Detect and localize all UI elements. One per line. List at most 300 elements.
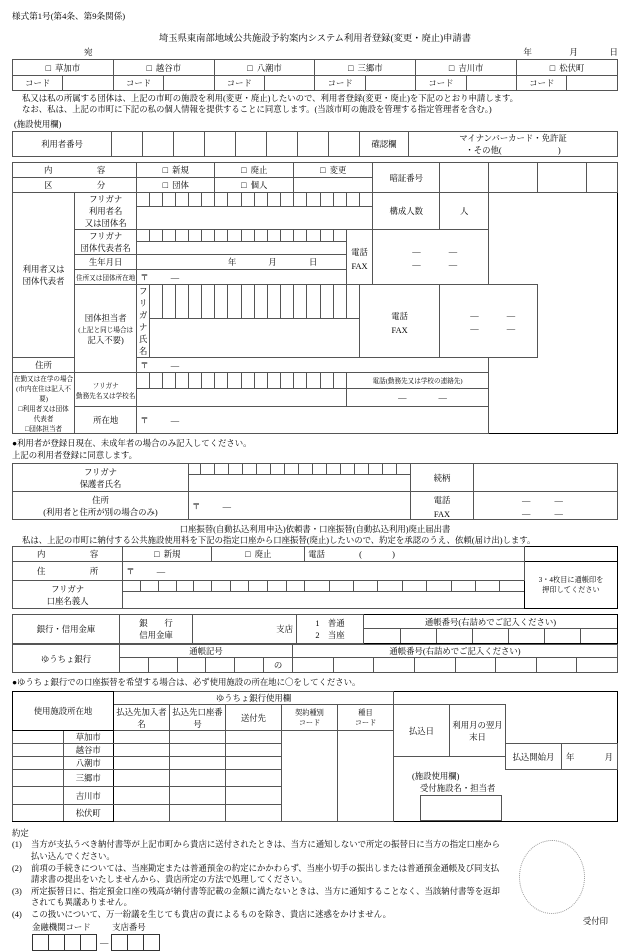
municipality-checkbox-yashio[interactable]: □ 八潮市 [214,60,315,76]
location-circle-yoshikawa[interactable] [13,787,64,804]
rep-furigana-cell-14[interactable] [307,230,320,241]
transfer-table [12,546,618,609]
division-option-individual[interactable]: □ 個人 [215,178,294,193]
work-furigana-cell-13[interactable] [294,373,307,389]
bank-code-cell-2[interactable] [49,935,65,951]
user-furigana-cell-10[interactable] [254,193,267,207]
rep-furigana-cell-2[interactable] [150,230,163,241]
branch-code-label: 支店番号 [112,922,146,932]
holder-furigana-cell-1[interactable] [123,581,141,592]
branch-code-cell-1[interactable] [112,935,128,951]
account-holder-input[interactable] [123,592,525,609]
staff-furigana-cell-7[interactable] [228,285,241,318]
guardian-tel-fax-label: 電話 FAX [411,492,474,520]
user-furigana-cell-12[interactable] [281,193,294,207]
holder-furigana-cell-18[interactable] [476,581,500,592]
date-fields [480,46,618,58]
minor-note-1: ●利用者が登録日現在、未成年者の場合のみ記入してください。 [12,439,252,449]
user-number-table [12,131,618,157]
work-tel-input[interactable]: — — [346,388,488,406]
user-number-cell-7[interactable] [298,132,329,157]
pin-cell-2[interactable] [489,163,538,193]
guardian-furigana-cell-2[interactable] [201,464,215,475]
content-option-abolish[interactable]: □ 廃止 [215,163,294,178]
transfer-option-new[interactable]: □ 新規 [123,547,212,562]
guardian-furigana-cell-15[interactable] [383,464,397,475]
holder-furigana-cell-6[interactable] [212,581,231,592]
location-name-misato: 三郷市 [63,770,114,787]
user-address-label: 住所又は団体所在地 [75,270,137,285]
yucho-symbol-cell-5[interactable] [235,658,264,673]
staff-furigana-cell-14[interactable] [320,285,333,318]
registration-table [12,162,618,434]
location-circle-misato[interactable] [13,770,64,787]
rep-furigana-cell-1[interactable] [137,230,150,241]
work-furigana-cell-10[interactable] [254,373,267,389]
user-furigana-cell-13[interactable] [294,193,307,207]
payee-account-soka[interactable] [170,731,226,744]
holder-furigana-cell-14[interactable] [378,581,402,592]
user-furigana-cell-16[interactable] [333,193,346,207]
yakujo-section [12,828,618,951]
staff-furigana-cell-1[interactable] [150,285,163,318]
birth-date-input[interactable]: 年 月 日 [137,255,347,270]
staff-address-input[interactable]: 〒 — [137,358,489,373]
content-label: 内 容 [13,163,137,178]
holder-furigana-cell-15[interactable] [402,581,426,592]
passbook-cell-1[interactable] [364,628,400,643]
rep-furigana-cell-4[interactable] [176,230,189,241]
payee-name-soka[interactable] [114,731,170,744]
user-number-cell-4[interactable] [205,132,236,157]
passbook-cell-5[interactable] [509,628,545,643]
bank-label: 銀行・信用金庫 [13,615,120,644]
staff-furigana-cell-2[interactable] [163,285,176,318]
location-name-yoshikawa: 吉川市 [63,787,114,804]
holder-furigana-cell-19[interactable] [500,581,525,592]
transfer-section-intro: 私は、上記の市町に納付する公共施設使用料を下記の指定口座から口座振替(廃止)したいので、約定を承認のうえ、依頼(届け出)します。 [22,536,536,546]
col-contract-type-code: 契約種別 コード [282,705,338,731]
municipality-checkbox-yoshikawa[interactable]: □ 吉川市 [416,60,517,76]
location-circle-yashio[interactable] [13,757,64,770]
user-furigana-cell-14[interactable] [307,193,320,207]
rep-furigana-cell-3[interactable] [163,230,176,241]
code-input-soka[interactable] [63,76,113,91]
staff-furigana-cell-15[interactable] [333,285,346,318]
staff-furigana-cell-11[interactable] [281,285,294,318]
destination-soka[interactable] [226,731,282,744]
holder-furigana-cell-3[interactable] [158,581,176,592]
relation-input[interactable] [474,464,618,492]
user-furigana-cell-5[interactable] [189,193,202,207]
code-input-matsubushi[interactable] [567,76,618,91]
guardian-table [12,463,618,520]
staff-furigana-cell-3[interactable] [176,285,189,318]
passbook-cell-7[interactable] [581,628,617,643]
guardian-furigana-cell-6[interactable] [257,464,271,475]
birth-date-label: 生年月日 [75,255,137,270]
pin-cell-3[interactable] [538,163,587,193]
yucho-facility-use-label: (施設使用欄) [412,771,460,781]
rep-furigana-cell-6[interactable] [202,230,215,241]
page-title: 埼玉県東南部地域公共施設予約案内システム利用者登録(変更・廃止)申請書 [158,34,472,44]
pin-label: 暗証番号 [373,163,440,193]
receipt-seal-label: 受付印 [582,916,608,926]
division-label: 区 分 [13,178,137,193]
receipt-seal-area [492,834,612,928]
yucho-number-cell-5[interactable] [455,658,496,673]
guardian-name-label: フリガナ 保護者氏名 [13,464,189,492]
branch-input[interactable]: 支店 [193,615,297,644]
seal-instruction-note: 3・4枚目に通帳印を 押印してください [525,562,618,609]
rep-furigana-cell-9[interactable] [241,230,254,241]
passbook-cell-6[interactable] [545,628,581,643]
rep-furigana-cell-16[interactable] [333,230,346,241]
holder-furigana-cell-2[interactable] [141,581,159,592]
guardian-furigana-cell-14[interactable] [369,464,383,475]
yucho-no-particle: の [264,658,293,673]
work-furigana-cell-14[interactable] [307,373,320,389]
user-tel-fax-label: 電話 FAX [346,230,372,285]
guardian-furigana-cell-9[interactable] [299,464,313,475]
guardian-address-input[interactable]: 〒 — [189,492,411,520]
staff-tel-fax-label: 電話 FAX [360,285,440,358]
branch-code-cell-3[interactable] [144,935,160,951]
staff-address-label: 住所 [13,358,75,373]
members-count-label: 構成人数 [373,193,440,230]
bank-code-inputs [32,934,618,951]
pay-date-value: 利用月の翌月末日 [450,705,506,757]
work-checkbox-staff[interactable]: □団体担当者 [24,425,63,434]
yakujo-item-1: (1) 当方が支払うべき納付書等が上記市町から貴店に送付されたときは、当方に通知しないで所定の振替日に当方の指定口座から払い込んでください。 [12,840,500,861]
yucho-number-cell-1[interactable] [293,658,334,673]
receipt-facility-label: 受付施設名・担当者 [420,783,496,793]
receipt-facility-block [394,770,506,822]
work-furigana-cell-16[interactable] [333,373,346,389]
rep-furigana-cell-11[interactable] [267,230,280,241]
account-holder-label: フリガナ 口座名義人 [13,581,123,609]
guardian-furigana-cell-8[interactable] [285,464,299,475]
guardian-furigana-cell-5[interactable] [243,464,257,475]
staff-name-input[interactable] [150,318,360,358]
guardian-furigana-cell-3[interactable] [215,464,229,475]
yucho-number-cell-2[interactable] [333,658,374,673]
staff-tel-fax-input[interactable]: — — — — [440,285,538,358]
payee-account-koshigaya[interactable] [170,744,226,757]
transfer-option-abolish[interactable]: □ 廃止 [212,547,305,562]
user-number-label: 利用者番号 [13,132,112,157]
content-option-change[interactable]: □ 変更 [294,163,373,178]
user-furigana-cell-3[interactable] [163,193,176,207]
facility-location-label: 使用施設所在地 [13,692,114,731]
pin-cell-4[interactable] [587,163,618,193]
user-furigana-cell-17[interactable] [346,193,359,207]
col-item-code: 種目 コード [338,705,394,731]
staff-furigana-cell-5[interactable] [202,285,215,318]
guardian-furigana-cell-13[interactable] [355,464,369,475]
work-furigana-cell-1[interactable] [137,373,150,389]
user-number-cell-2[interactable] [143,132,174,157]
guardian-furigana-cell-12[interactable] [341,464,355,475]
col-payee-name: 払込先加入者名 [114,705,170,731]
guardian-furigana-cell-4[interactable] [229,464,243,475]
date-year-label: 年 [523,47,532,57]
rep-name-input[interactable] [137,241,347,255]
payee-name-yoshikawa[interactable] [114,787,170,804]
yucho-symbol-cell-4[interactable] [206,658,235,673]
confirm-label: 確認欄 [360,132,409,157]
form-number: 様式第1号(第4条、第9条関係) [12,11,126,21]
holder-furigana-cell-9[interactable] [268,581,287,592]
destination-yashio[interactable] [226,757,282,770]
municipality-table [12,59,618,91]
payee-account-matsubushi[interactable] [170,804,226,821]
work-location-label: 所在地 [75,407,137,434]
municipality-checkbox-koshigaya[interactable]: □ 越谷市 [113,60,214,76]
yucho-symbol-cell-3[interactable] [177,658,206,673]
guardian-furigana-cell-10[interactable] [313,464,327,475]
municipality-checkbox-matsubushi[interactable]: □ 松伏町 [517,60,618,76]
location-name-soka: 草加市 [63,731,114,744]
holder-furigana-cell-8[interactable] [249,581,268,592]
payee-name-yashio[interactable] [114,757,170,770]
work-furigana-cell-4[interactable] [176,373,189,389]
work-block-label: 在勤又は在学の場合 (市内在住は記入不要) □利用者又は団体 代表者 □団体担当者 [13,373,75,434]
yucho-number-cell-7[interactable] [536,658,577,673]
user-furigana-cell-18[interactable] [360,193,373,207]
location-name-yashio: 八潮市 [63,757,114,770]
code-label-yoshikawa: コード [416,76,466,91]
division-blank [294,178,373,193]
work-furigana-cell-8[interactable] [228,373,241,389]
payee-name-matsubushi[interactable] [114,804,170,821]
destination-yoshikawa[interactable] [226,787,282,804]
user-furigana-cell-2[interactable] [150,193,163,207]
bank-code-table [32,934,97,951]
contract-type-code-input[interactable] [282,731,338,822]
location-circle-matsubushi[interactable] [13,804,64,821]
account-type-select[interactable]: 1 普通 2 当座 [297,615,364,644]
yucho-number-cell-4[interactable] [414,658,455,673]
col-destination: 送付先 [226,705,282,731]
addressee-and-date-line [12,46,618,58]
user-number-cell-1[interactable] [112,132,143,157]
rep-furigana-cell-15[interactable] [320,230,333,241]
guardian-address-label: 住所 (利用者と住所が別の場合のみ) [13,492,189,520]
transfer-spacer [525,547,618,562]
date-month-label: 月 [569,47,578,57]
user-number-cell-6[interactable] [267,132,298,157]
staff-furigana-cell-13[interactable] [307,285,320,318]
yucho-symbol-cell-1[interactable] [120,658,149,673]
user-furigana-cell-1[interactable] [137,193,150,207]
holder-furigana-cell-17[interactable] [451,581,475,592]
code-label-misato: コード [315,76,365,91]
yucho-symbol-cell-2[interactable] [148,658,177,673]
holder-furigana-cell-7[interactable] [230,581,249,592]
code-label-soka: コード [13,76,63,91]
guardian-furigana-cell-1[interactable] [189,464,201,475]
destination-matsubushi[interactable] [226,804,282,821]
municipality-checkbox-soka[interactable]: □ 草加市 [13,60,114,76]
yucho-symbol-label: 通帳記号 [120,645,293,658]
yakujo-item-2: (2) 前項の手続きについては、当座勘定または普通預金の約定にかかわらず、当座小切手の振出しまたは普通預金通帳及び同支払請求書の提出をいたしませんから、貴店所定の方法で処理してください。 [12,863,500,885]
yucho-number-cell-3[interactable] [374,658,415,673]
id-document-label[interactable] [409,132,618,157]
work-furigana-cell-2[interactable] [150,373,163,389]
payee-account-yashio[interactable] [170,757,226,770]
user-name-label: フリガナ 利用者名 又は団体名 [75,193,137,230]
guardian-name-input[interactable] [189,475,411,492]
code-input-yashio[interactable] [265,76,315,91]
rep-furigana-cell-7[interactable] [215,230,228,241]
user-furigana-cell-6[interactable] [202,193,215,207]
user-block-label: 利用者又は 団体代表者 [13,193,75,358]
work-furigana-cell-3[interactable] [163,373,176,389]
holder-furigana-cell-16[interactable] [427,581,451,592]
user-number-cell-8[interactable] [329,132,360,157]
holder-furigana-cell-10[interactable] [286,581,305,592]
destination-koshigaya[interactable] [226,744,282,757]
work-furigana-cell-12[interactable] [281,373,294,389]
staff-furigana-cell-10[interactable] [267,285,280,318]
work-furigana-cell-5[interactable] [189,373,202,389]
code-input-koshigaya[interactable] [164,76,214,91]
item-code-input[interactable] [338,731,394,822]
user-furigana-cell-15[interactable] [320,193,333,207]
code-separator-dash: — [100,937,109,947]
passbook-cell-4[interactable] [472,628,508,643]
work-location-input[interactable]: 〒 — [137,407,489,434]
staff-furigana-cell-6[interactable] [215,285,228,318]
bank-table [12,614,618,644]
rep-furigana-cell-10[interactable] [254,230,267,241]
transfer-content-label: 内 容 [13,547,123,562]
bank-code-cell-4[interactable] [81,935,97,951]
guardian-furigana-cell-16[interactable] [397,464,411,475]
intro-line-1: 私又は私の所属する団体は、上記の市町の施設を利用(変更・廃止)したいので、利用者登録(変更・廃止)を下記のとおり申請します。 [22,94,519,103]
guardian-tel-fax-input[interactable]: — — — — [474,492,618,520]
yakujo-item-3: (3) 所定振替日に、指定預金口座の残高が納付書等記載の金額に満たないときは、当方に通知することなく、当該納付書等を返却されても異議ありません。 [12,886,500,908]
staff-furigana-cell-9[interactable] [254,285,267,318]
code-label-koshigaya: コード [113,76,163,91]
pin-cell-1[interactable] [440,163,489,193]
rep-furigana-cell-13[interactable] [294,230,307,241]
rep-furigana-cell-8[interactable] [228,230,241,241]
content-option-new[interactable]: □ 新規 [137,163,215,178]
passbook-number-group [364,615,618,644]
branch-code-table [111,934,160,951]
division-option-group[interactable]: □ 団体 [137,178,215,193]
transfer-tel-input[interactable]: 電話 ( ) [305,547,525,562]
staff-furigana-cell-8[interactable] [241,285,254,318]
transfer-section-title: 口座振替(自動払込利用申込)依頼書・口座振替(自動払込利用)廃止届出書 [179,525,451,535]
code-label-matsubushi: コード [517,76,567,91]
pay-date-label: 払込日 [394,705,450,757]
transfer-address-label: 住 所 [13,562,123,581]
holder-furigana-cell-5[interactable] [194,581,212,592]
staff-name-label: フリガナ 氏名 [137,285,150,358]
user-furigana-cell-7[interactable] [215,193,228,207]
holder-furigana-cell-11[interactable] [305,581,329,592]
user-furigana-cell-8[interactable] [228,193,241,207]
user-furigana-cell-11[interactable] [267,193,280,207]
id-document-line-2: ・その他( ) [465,146,561,156]
work-furigana-cell-11[interactable] [267,373,280,389]
user-address-input[interactable]: 〒 — [137,270,489,285]
staff-block-label: 団体担当者 (上記と同じ場合は 記入不要) [75,285,137,373]
destination-misato[interactable] [226,770,282,787]
payee-account-misato[interactable] [170,770,226,787]
work-tel-note: 電話(勤務先又は学校の連絡先) [346,373,488,389]
payee-name-koshigaya[interactable] [114,744,170,757]
work-furigana-cell-6[interactable] [202,373,215,389]
workplace-name-input[interactable] [137,388,347,406]
work-furigana-cell-7[interactable] [215,373,228,389]
user-furigana-cell-9[interactable] [241,193,254,207]
pay-start-label: 払込開始月 [506,744,562,770]
municipality-checkbox-misato[interactable]: □ 三郷市 [315,60,416,76]
staff-furigana-cell-4[interactable] [189,285,202,318]
holder-furigana-cell-4[interactable] [176,581,194,592]
location-circle-koshigaya[interactable] [13,744,64,757]
col-payee-account: 払込先口座番号 [170,705,226,731]
staff-furigana-cell-12[interactable] [294,285,307,318]
user-tel-fax-input[interactable]: — — — — [373,230,489,285]
facility-use-label: (施設使用欄) [14,120,62,130]
work-checkbox-user-or-rep[interactable]: □利用者又は団体 [18,405,69,414]
user-furigana-cell-4[interactable] [176,193,189,207]
rep-furigana-cell-5[interactable] [189,230,202,241]
passbook-cell-3[interactable] [436,628,472,643]
user-number-cell-3[interactable] [174,132,205,157]
work-furigana-cell-9[interactable] [241,373,254,389]
user-name-input[interactable] [137,206,373,229]
bank-code-cell-3[interactable] [65,935,81,951]
date-day-label: 日 [609,47,618,57]
members-count-unit: 人 [440,193,489,230]
yucho-number-label: 通帳番号(右詰めでご記入ください) [293,645,618,658]
yucho-number-cell-8[interactable] [577,658,618,673]
holder-furigana-cell-12[interactable] [329,581,353,592]
holder-furigana-cell-13[interactable] [354,581,378,592]
location-name-matsubushi: 松伏町 [63,804,114,821]
passbook-cell-2[interactable] [400,628,436,643]
transfer-address-input[interactable]: 〒 — [123,562,525,581]
code-input-misato[interactable] [365,76,415,91]
yucho-label: ゆうちょ銀行 [13,645,120,673]
payee-account-yoshikawa[interactable] [170,787,226,804]
pay-start-input[interactable]: 年 月 [562,744,618,770]
bank-code-label: 金融機関コード [32,922,91,932]
rep-furigana-cell-12[interactable] [281,230,294,241]
user-number-cell-5[interactable] [236,132,267,157]
code-input-yoshikawa[interactable] [466,76,516,91]
guardian-furigana-cell-7[interactable] [271,464,285,475]
location-circle-soka[interactable] [13,731,64,744]
payee-name-misato[interactable] [114,770,170,787]
yakujo-item-4: (4) この扱いについて、万一紛議を生じても貴店の責によるものを除き、貴店に迷惑をかけません。 [12,909,391,919]
staff-furigana-cell-16[interactable] [346,285,359,318]
work-furigana-cell-15[interactable] [320,373,333,389]
bank-code-cell-1[interactable] [33,935,49,951]
location-name-koshigaya: 越谷市 [63,744,114,757]
branch-code-cell-2[interactable] [128,935,144,951]
receipt-facility-input[interactable] [420,795,502,821]
yucho-number-cell-6[interactable] [496,658,537,673]
guardian-furigana-cell-11[interactable] [327,464,341,475]
yakujo-heading: 約定 [12,828,29,838]
